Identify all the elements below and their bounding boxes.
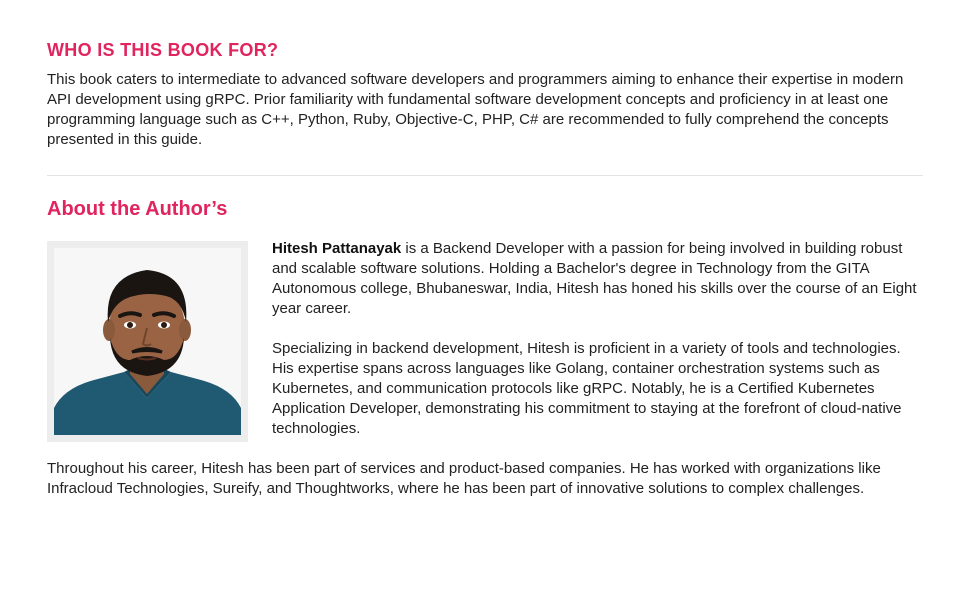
author-photo [54,248,241,435]
about-author-heading: About the Author’s [47,198,228,220]
audience-heading: WHO IS THIS BOOK FOR? [47,40,279,60]
author-bio-intro-text: is a Backend Developer with a passion for being involved in building robust and scalable software solutions. Holding a Bachelor's degree in Technology from the GITA Autonomous college, Bhubaneswar, India, Hitesh has honed his skills over the course of an Eight year career. [272,240,917,317]
author-portrait-illustration [54,248,241,435]
section-divider [47,175,923,176]
audience-description: This book caters to intermediate to advanced software developers and programmers aiming to enhance their expertise in modern API development using gRPC. Prior familiarity with fundamental software development concepts and proficiency in at least one programming language such as C++, Python, Ruby, Objective-C, PHP, C# are recommended to fully comprehend the concepts presented in this guide. [47,71,904,148]
author-photo-frame [47,241,248,442]
author-bio-expertise: Specializing in backend development, Hitesh is proficient in a variety of tools and technologies. His expertise spans across languages like Golang, container orchestration systems such as Kubernetes, and communication protocols like gRPC. Notably, he is a Certified Kubernetes Application Developer, demonstrating his commitment to staying at the forefront of cloud-native technologies. [272,340,902,437]
author-bio-intro [272,239,922,319]
author-bio-career: Throughout his career, Hitesh has been part of services and product-based companies. He has worked with organizations like Infracloud Technologies, Sureify, and Thoughtworks, where he has been part of innovative solutions to complex challenges. [47,460,881,497]
author-name: Hitesh Pattanayak [272,240,402,257]
